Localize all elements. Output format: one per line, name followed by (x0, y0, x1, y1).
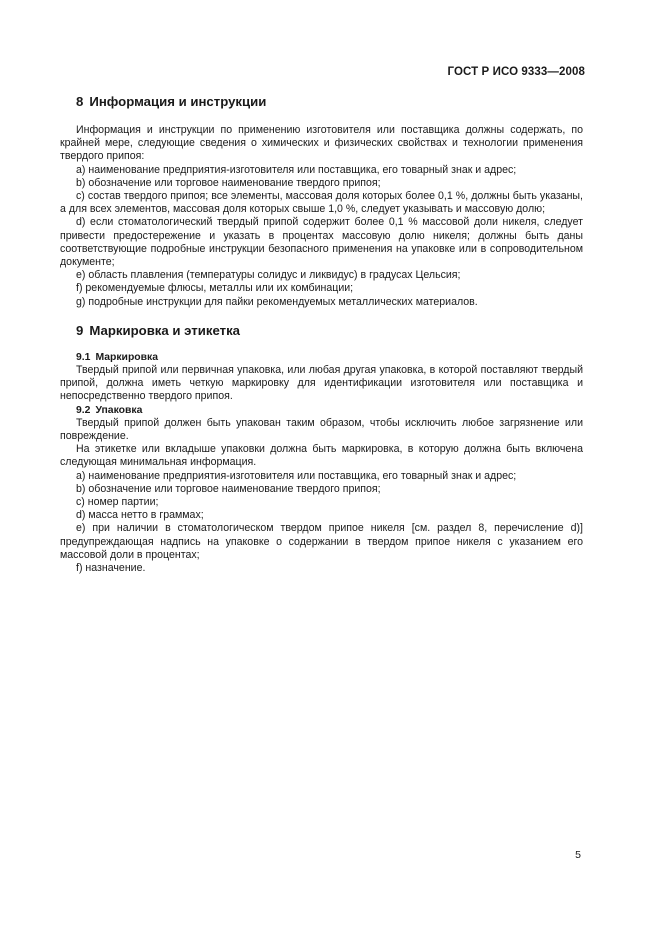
label-item-e: e) при наличии в стоматологическом твердом припое никеля [см. раздел 8, перечисление d)] предупреждающая надпись на упаковке о содержании в твердом припое никеля с указанием его массовой доли в процентах; (60, 522, 583, 561)
subsection-9-1-number: 9.1 (76, 351, 91, 363)
section-8-intro: Информация и инструкции по применению изготовителя или поставщика должны содержать, по крайней мере, следующие сведения о химических и физических свойствах и технологии применения твердого припоя: (60, 124, 583, 163)
subsection-9-1-heading (60, 351, 583, 364)
section-8-item-g: g) подробные инструкции для пайки рекомендуемых металлических материалов. (76, 295, 478, 308)
subsection-9-2-label-intro: На этикетке или вкладыше упаковки должна быть маркировка, в которую должна быть включена следующая минимальная информация. (60, 443, 583, 469)
section-8-number: 8 (76, 94, 84, 109)
subsection-9-1-text: Твердый припой или первичная упаковка, или любая другая упаковка, в которой поставляют твердый припой, должна иметь четкую маркировку для идентификации изготовителя или поставщика и непосредственно твердого припоя. (60, 364, 583, 403)
section-8-item-d: d) если стоматологический твердый припой содержит более 0,1 % массовой доли никеля, следует привести предостережение и указать в процентах массовую долю никеля; должны быть даны соответствующие подробные инструкции безопасного применения на упаковке или в сопроводительном документе; (60, 216, 583, 269)
page-number: 5 (575, 849, 581, 861)
page-content (60, 94, 583, 575)
subsection-9-2-heading (60, 404, 583, 417)
standard-code: ГОСТ Р ИСО 9333—2008 (447, 66, 585, 78)
section-8-item-f: f) рекомендуемые флюсы, металлы или их комбинации; (76, 282, 354, 295)
section-8-item-c: c) состав твердого припоя; все элементы, массовая доля которых более 0,1 %, должны быть указаны, а для всех элементов, массовая доля которых свыше 1,0 %, следует указывать и массовую долю; (60, 190, 583, 216)
label-item-f: f) назначение. (76, 562, 146, 575)
label-item-b: b) обозначение или торговое наименование твердого припоя; (76, 482, 381, 495)
section-9-heading (60, 323, 583, 339)
section-9-number: 9 (76, 322, 84, 338)
section-8-heading (60, 94, 583, 110)
subsection-9-2-text: Твердый припой должен быть упакован таким образом, чтобы исключить любое загрязнение или повреждение. (60, 416, 583, 443)
section-8-item-a: a) наименование предприятия-изготовителя или поставщика, его товарный знак и адрес; (76, 163, 517, 176)
section-8-item-b: b) обозначение или торговое наименование твердого припоя; (76, 176, 381, 189)
subsection-9-2-title: Упаковка (95, 404, 143, 416)
subsection-9-1-title: Маркировка (95, 351, 159, 363)
label-item-a: a) наименование предприятия-изготовителя или поставщика, его товарный знак и адрес; (76, 469, 517, 482)
label-item-c: c) номер партии; (76, 496, 159, 509)
subsection-9-2-number: 9.2 (76, 404, 91, 416)
label-item-d: d) масса нетто в граммах; (76, 509, 204, 522)
section-8-title: Информация и инструкции (89, 94, 267, 109)
section-9-title: Маркировка и этикетка (89, 322, 241, 338)
section-8-item-e: e) область плавления (температуры солидус и ликвидус) в градусах Цельсия; (76, 269, 461, 282)
